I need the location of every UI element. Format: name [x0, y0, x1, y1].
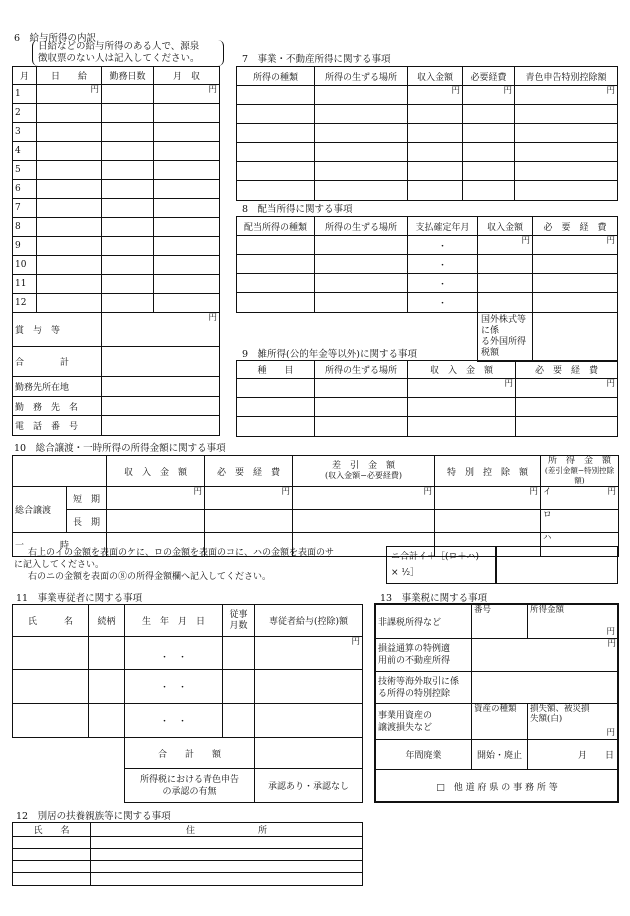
- type-cell[interactable]: [237, 293, 315, 313]
- header-misc-income: 収 入 金 額: [408, 361, 516, 379]
- foreign-tax-label: [478, 313, 533, 362]
- monthly-income-cell[interactable]: [154, 199, 220, 218]
- dependent-name-cell[interactable]: [13, 861, 91, 873]
- dependent-address-cell[interactable]: [91, 849, 363, 861]
- income-cell[interactable]: [408, 143, 463, 162]
- month-label: 1: [13, 85, 37, 104]
- monthly-income-cell[interactable]: [154, 294, 220, 313]
- place-cell[interactable]: [315, 143, 408, 162]
- place-cell[interactable]: [315, 293, 408, 313]
- other-prefecture-office-checkbox[interactable]: □ 他 道 府 県 の 事 務 所 等: [376, 770, 619, 803]
- header-income-type: 所得の種類: [237, 67, 315, 86]
- blue-deduction-cell[interactable]: [515, 162, 618, 181]
- daily-wage-cell[interactable]: [37, 256, 102, 275]
- instruction-line1: 右上のイの金額を表面のケに、ロの金額を表面のコに、ハの金額を表面のサ: [28, 548, 335, 558]
- date-cell[interactable]: ・: [408, 236, 478, 255]
- work-days-cell[interactable]: [102, 294, 154, 313]
- header-income-amount: 収入金額: [408, 67, 463, 86]
- income-cell[interactable]: [408, 417, 516, 437]
- header-amount-line1: 所 得 金 額: [547, 456, 611, 466]
- amount-label: 所得金額: [530, 605, 565, 615]
- month-label: 10: [13, 256, 37, 275]
- long-term-label: 長 期: [67, 510, 107, 533]
- salary-cell[interactable]: 円: [255, 637, 363, 670]
- instruction-line2: に記入してください。: [14, 560, 105, 570]
- monthly-income-cell[interactable]: 円: [154, 85, 220, 104]
- section6-note-line2: 徴収票のない人は記入してください。: [38, 53, 200, 64]
- loss-offset-cell[interactable]: 円: [472, 639, 619, 672]
- daily-wage-cell[interactable]: [37, 275, 102, 294]
- blank-spacer: [13, 738, 125, 803]
- relation-cell[interactable]: [89, 637, 125, 670]
- monthly-income-cell[interactable]: [154, 275, 220, 294]
- dependent-address-cell[interactable]: [91, 873, 363, 886]
- header-dividend-income: 収入金額: [478, 217, 533, 236]
- daily-wage-cell[interactable]: [37, 142, 102, 161]
- monthly-income-cell[interactable]: [154, 237, 220, 256]
- header-diff-amount: [293, 456, 435, 487]
- long-diff-cell[interactable]: [293, 510, 435, 533]
- place-cell[interactable]: [315, 236, 408, 255]
- header-work-months: [223, 605, 255, 637]
- workplace-address-label: 勤務先所在地: [13, 377, 102, 397]
- header-transfer-expense: 必 要 経 費: [205, 456, 293, 487]
- expense-cell[interactable]: [516, 398, 618, 417]
- section8-title: 8 配当所得に関する事項: [242, 204, 353, 215]
- short-term-label: 短 期: [67, 487, 107, 510]
- section6-note-line1: 日給などの給与所得のある人で、源泉: [38, 41, 200, 52]
- expense-cell[interactable]: [463, 181, 515, 201]
- item-cell[interactable]: [237, 398, 315, 417]
- daily-wage-cell[interactable]: [37, 294, 102, 313]
- expense-cell[interactable]: [463, 124, 515, 143]
- amount-ha-cell[interactable]: ハ: [541, 533, 619, 557]
- yen-unit: 円: [607, 487, 616, 497]
- months-cell[interactable]: [223, 637, 255, 670]
- daily-wage-cell[interactable]: [37, 218, 102, 237]
- header-dependent-name: 氏 名: [13, 823, 91, 837]
- dependent-address-cell[interactable]: [91, 837, 363, 849]
- header-dependent-address: 住 所: [91, 823, 363, 837]
- asset-loss-amount-cell[interactable]: [528, 704, 619, 740]
- formula-line1: ニ合計イ＋［(ロ＋ハ): [391, 552, 480, 562]
- tech-overseas-line2: る所得の特別控除: [378, 688, 451, 699]
- work-days-cell[interactable]: [102, 218, 154, 237]
- long-income-cell[interactable]: [107, 510, 205, 533]
- asset-type-cell[interactable]: 資産の種類: [472, 704, 528, 740]
- months-cell[interactable]: [223, 704, 255, 738]
- marker-i: イ: [543, 487, 552, 497]
- header-misc-item: 種 目: [237, 361, 315, 379]
- dependents-table: [12, 822, 363, 886]
- month-label: 5: [13, 161, 37, 180]
- workplace-name-label: 勤 務 先 名: [13, 397, 102, 416]
- asset-loss-line1: 事業用資産の: [378, 710, 433, 721]
- place-cell[interactable]: [315, 379, 408, 398]
- relation-cell[interactable]: [89, 670, 125, 704]
- month-label: 8: [13, 218, 37, 237]
- total-amount-cell[interactable]: [102, 347, 220, 377]
- section9-title: 9 雑所得(公的年金等以外)に関する事項: [242, 349, 417, 360]
- short-income-cell[interactable]: 円: [107, 487, 205, 510]
- expense-cell[interactable]: [463, 162, 515, 181]
- expense-cell[interactable]: [533, 274, 618, 293]
- place-cell[interactable]: [315, 398, 408, 417]
- total-amount-ni-cell[interactable]: [496, 546, 618, 584]
- work-days-cell[interactable]: [102, 199, 154, 218]
- expense-cell[interactable]: 円: [463, 86, 515, 105]
- expense-cell[interactable]: [533, 293, 618, 313]
- daily-wage-cell[interactable]: [37, 161, 102, 180]
- short-special-cell[interactable]: 円: [435, 487, 541, 510]
- section10-title: 10 総合譲渡・一時所得の所得金額に関する事項: [14, 443, 226, 454]
- type-cell[interactable]: [237, 124, 315, 143]
- months-cell[interactable]: [223, 670, 255, 704]
- type-cell[interactable]: [237, 105, 315, 124]
- income-cell[interactable]: [478, 274, 533, 293]
- amount-i-cell[interactable]: [541, 487, 619, 510]
- blue-deduction-cell[interactable]: [515, 181, 618, 201]
- header-employee-salary: 専従者給与(控除)額: [255, 605, 363, 637]
- daily-wage-cell[interactable]: [37, 123, 102, 142]
- foreign-tax-label-line2: る外国所得税額: [481, 337, 527, 358]
- long-special-cell[interactable]: [435, 510, 541, 533]
- header-special-deduction: 特 別 控 除 額: [435, 456, 541, 487]
- header-monthly-income: 月 収: [154, 67, 220, 85]
- loss-amount-line2: 失額(白): [530, 714, 563, 724]
- bonus-label: 賞 与 等: [13, 313, 102, 347]
- blue-return-approval-label: [125, 769, 255, 803]
- workplace-name-cell[interactable]: [102, 397, 220, 416]
- phone-cell[interactable]: [102, 416, 220, 436]
- loss-offset-line2: 用前の不動産所得: [378, 656, 451, 666]
- header-payment-date: 支払確定年月: [408, 217, 478, 236]
- formula-line2: × ½］: [391, 568, 420, 578]
- daily-wage-cell[interactable]: 円: [37, 85, 102, 104]
- income-cell[interactable]: 円: [478, 236, 533, 255]
- header-dividend-place: 所得の生ずる場所: [315, 217, 408, 236]
- header-employee-name: 氏 名: [13, 605, 89, 637]
- loss-offset-label: [376, 639, 472, 672]
- place-cell[interactable]: [315, 162, 408, 181]
- monthly-income-cell[interactable]: [154, 142, 220, 161]
- work-days-cell[interactable]: [102, 275, 154, 294]
- income-cell[interactable]: 円: [408, 379, 516, 398]
- dividend-income-table: [236, 216, 618, 362]
- employee-name-cell[interactable]: [13, 704, 89, 738]
- expense-cell[interactable]: 円: [516, 379, 618, 398]
- employee-name-cell[interactable]: [13, 637, 89, 670]
- monthly-income-cell[interactable]: [154, 104, 220, 123]
- header-expenses: 必要経費: [463, 67, 515, 86]
- employee-name-cell[interactable]: [13, 670, 89, 704]
- dependent-name-cell[interactable]: [13, 873, 91, 886]
- asset-loss-line2: 譲渡損失など: [378, 722, 433, 733]
- place-cell[interactable]: [315, 124, 408, 143]
- expense-cell[interactable]: [463, 105, 515, 124]
- type-cell[interactable]: [237, 143, 315, 162]
- instruction-line3: 右のニの金額を表面の⑧の所得金額欄へ記入してください。: [28, 572, 272, 582]
- month-label: 4: [13, 142, 37, 161]
- month-label: 6: [13, 180, 37, 199]
- work-days-cell[interactable]: [102, 142, 154, 161]
- blue-deduction-cell[interactable]: 円: [515, 86, 618, 105]
- blue-deduction-cell[interactable]: [515, 143, 618, 162]
- asset-loss-label: [376, 704, 472, 740]
- tech-overseas-label: [376, 672, 472, 704]
- month-label: 9: [13, 237, 37, 256]
- type-cell[interactable]: [237, 162, 315, 181]
- income-cell[interactable]: [478, 293, 533, 313]
- work-days-cell[interactable]: [102, 85, 154, 104]
- type-cell[interactable]: [237, 274, 315, 293]
- header-month: 月: [13, 67, 37, 85]
- work-days-cell[interactable]: [102, 123, 154, 142]
- header-diff-line1: 差 引 金 額: [331, 461, 395, 471]
- foreign-tax-label-line1: 国外株式等に係: [481, 315, 527, 336]
- income-cell[interactable]: 円: [408, 86, 463, 105]
- section13-title: 13 事業税に関する事項: [380, 593, 488, 604]
- short-expense-cell[interactable]: 円: [205, 487, 293, 510]
- blue-return-line2: の承認の有無: [162, 786, 217, 797]
- salary-cell[interactable]: [255, 670, 363, 704]
- month-label: 2: [13, 104, 37, 123]
- monthly-income-cell[interactable]: [154, 218, 220, 237]
- section7-title: 7 事業・不動産所得に関する事項: [242, 54, 391, 65]
- closing-date-cell[interactable]: 月 日: [528, 740, 619, 770]
- income-cell[interactable]: [408, 105, 463, 124]
- daily-wage-cell[interactable]: [37, 199, 102, 218]
- expense-cell[interactable]: [516, 417, 618, 437]
- month-label: 11: [13, 275, 37, 294]
- tech-overseas-cell[interactable]: [472, 672, 619, 704]
- business-income-table: [236, 66, 618, 201]
- header-daily-wage: 日 給: [37, 67, 102, 85]
- header-income-place: 所得の生ずる場所: [315, 67, 408, 86]
- work-days-cell[interactable]: [102, 237, 154, 256]
- blue-deduction-cell[interactable]: [515, 124, 618, 143]
- work-days-cell[interactable]: [102, 180, 154, 199]
- header-misc-place: 所得の生ずる場所: [315, 361, 408, 379]
- place-cell[interactable]: [315, 86, 408, 105]
- header-work-days: 勤務日数: [102, 67, 154, 85]
- nontax-income-label: 非課税所得など: [376, 605, 472, 639]
- header-months-line2: 月数: [229, 620, 248, 631]
- monthly-income-cell[interactable]: [154, 123, 220, 142]
- birthdate-cell[interactable]: ・ ・: [125, 637, 223, 670]
- header-amount-line2: (差引金額−特別控除額): [544, 466, 615, 485]
- place-cell[interactable]: [315, 417, 408, 437]
- transfer-label: 総合譲渡: [13, 487, 67, 533]
- yen-unit: 円: [606, 627, 615, 637]
- section12-title: 12 別居の扶養親族等に関する事項: [16, 811, 171, 822]
- header-income-amount: [541, 456, 619, 487]
- transfer-income-table: [12, 455, 619, 557]
- blue-return-line1: 所得税における青色申告: [139, 774, 239, 785]
- header-misc-expense: 必 要 経 費: [516, 361, 618, 379]
- family-employee-table: [12, 604, 363, 803]
- income-cell[interactable]: [408, 398, 516, 417]
- section11-title: 11 事業専従者に関する事項: [16, 593, 143, 604]
- formula-total-box[interactable]: [386, 546, 496, 584]
- header-dividend-expense: 必 要 経 費: [533, 217, 618, 236]
- type-cell[interactable]: [237, 255, 315, 274]
- relation-cell[interactable]: [89, 704, 125, 738]
- header-blue-deduction: 青色申告特別控除額: [515, 67, 618, 86]
- foreign-tax-cell[interactable]: [533, 313, 618, 362]
- place-cell[interactable]: [315, 274, 408, 293]
- approval-choice[interactable]: 承認あり・承認なし: [255, 769, 363, 803]
- nontax-amount-cell[interactable]: [528, 605, 619, 639]
- date-cell[interactable]: ・: [408, 255, 478, 274]
- work-days-cell[interactable]: [102, 161, 154, 180]
- daily-wage-cell[interactable]: [37, 237, 102, 256]
- closing-label: 年間廃業: [376, 740, 472, 770]
- income-cell[interactable]: [408, 181, 463, 201]
- item-cell[interactable]: [237, 379, 315, 398]
- bonus-amount-cell[interactable]: 円: [102, 313, 220, 347]
- date-cell[interactable]: ・: [408, 274, 478, 293]
- total-salary-cell[interactable]: [255, 738, 363, 769]
- income-cell[interactable]: [408, 162, 463, 181]
- salary-cell[interactable]: [255, 704, 363, 738]
- place-cell[interactable]: [315, 255, 408, 274]
- place-cell[interactable]: [315, 181, 408, 201]
- work-days-cell[interactable]: [102, 256, 154, 275]
- phone-label: 電 話 番 号: [13, 416, 102, 436]
- month-label: 3: [13, 123, 37, 142]
- corner-cell: [13, 456, 107, 487]
- birthdate-cell[interactable]: ・ ・: [125, 670, 223, 704]
- header-relation: 続柄: [89, 605, 125, 637]
- business-tax-table: [375, 604, 619, 803]
- birthdate-cell[interactable]: ・ ・: [125, 704, 223, 738]
- loss-amount-line1: 損失額、被災損: [530, 704, 590, 714]
- expense-cell[interactable]: [463, 143, 515, 162]
- open-close-choice[interactable]: 開始・廃止: [472, 740, 528, 770]
- monthly-income-cell[interactable]: [154, 256, 220, 275]
- loss-offset-line1: 損益通算の特例適: [378, 644, 451, 654]
- section6-title: 6 給与所得の内訳: [14, 33, 97, 44]
- monthly-income-cell[interactable]: [154, 161, 220, 180]
- short-diff-cell[interactable]: 円: [293, 487, 435, 510]
- header-transfer-income: 収 入 金 額: [107, 456, 205, 487]
- type-cell[interactable]: [237, 181, 315, 201]
- type-cell[interactable]: [237, 236, 315, 255]
- expense-cell[interactable]: 円: [533, 236, 618, 255]
- place-cell[interactable]: [315, 105, 408, 124]
- month-label: 7: [13, 199, 37, 218]
- dependent-name-cell[interactable]: [13, 837, 91, 849]
- blue-deduction-cell[interactable]: [515, 105, 618, 124]
- nontax-number-cell[interactable]: 番号: [472, 605, 528, 639]
- salary-breakdown-table: [12, 66, 220, 436]
- amount-ro-cell[interactable]: ロ: [541, 510, 619, 533]
- misc-income-table: [236, 360, 618, 437]
- yen-unit: 円: [606, 728, 615, 738]
- work-days-cell[interactable]: [102, 104, 154, 123]
- month-label: 12: [13, 294, 37, 313]
- dependent-name-cell[interactable]: [13, 849, 91, 861]
- income-cell[interactable]: [478, 255, 533, 274]
- expense-cell[interactable]: [533, 255, 618, 274]
- income-cell[interactable]: [408, 124, 463, 143]
- total-label: 合 計: [13, 347, 102, 377]
- dependent-address-cell[interactable]: [91, 861, 363, 873]
- type-cell[interactable]: [237, 86, 315, 105]
- header-months-line1: 従事: [229, 609, 248, 620]
- daily-wage-cell[interactable]: [37, 180, 102, 199]
- tech-overseas-line1: 技術等海外取引に係: [378, 676, 460, 687]
- header-diff-line2: (収入金額−必要経費): [325, 471, 402, 480]
- header-dividend-type: 配当所得の種類: [237, 217, 315, 236]
- workplace-address-cell[interactable]: [102, 377, 220, 397]
- item-cell[interactable]: [237, 417, 315, 437]
- header-birthdate: 生 年 月 日: [125, 605, 223, 637]
- daily-wage-cell[interactable]: [37, 104, 102, 123]
- long-expense-cell[interactable]: [205, 510, 293, 533]
- total-salary-label: 合 計 額: [125, 738, 255, 769]
- temporary-label: 一 時: [13, 533, 107, 557]
- date-cell[interactable]: ・: [408, 293, 478, 313]
- monthly-income-cell[interactable]: [154, 180, 220, 199]
